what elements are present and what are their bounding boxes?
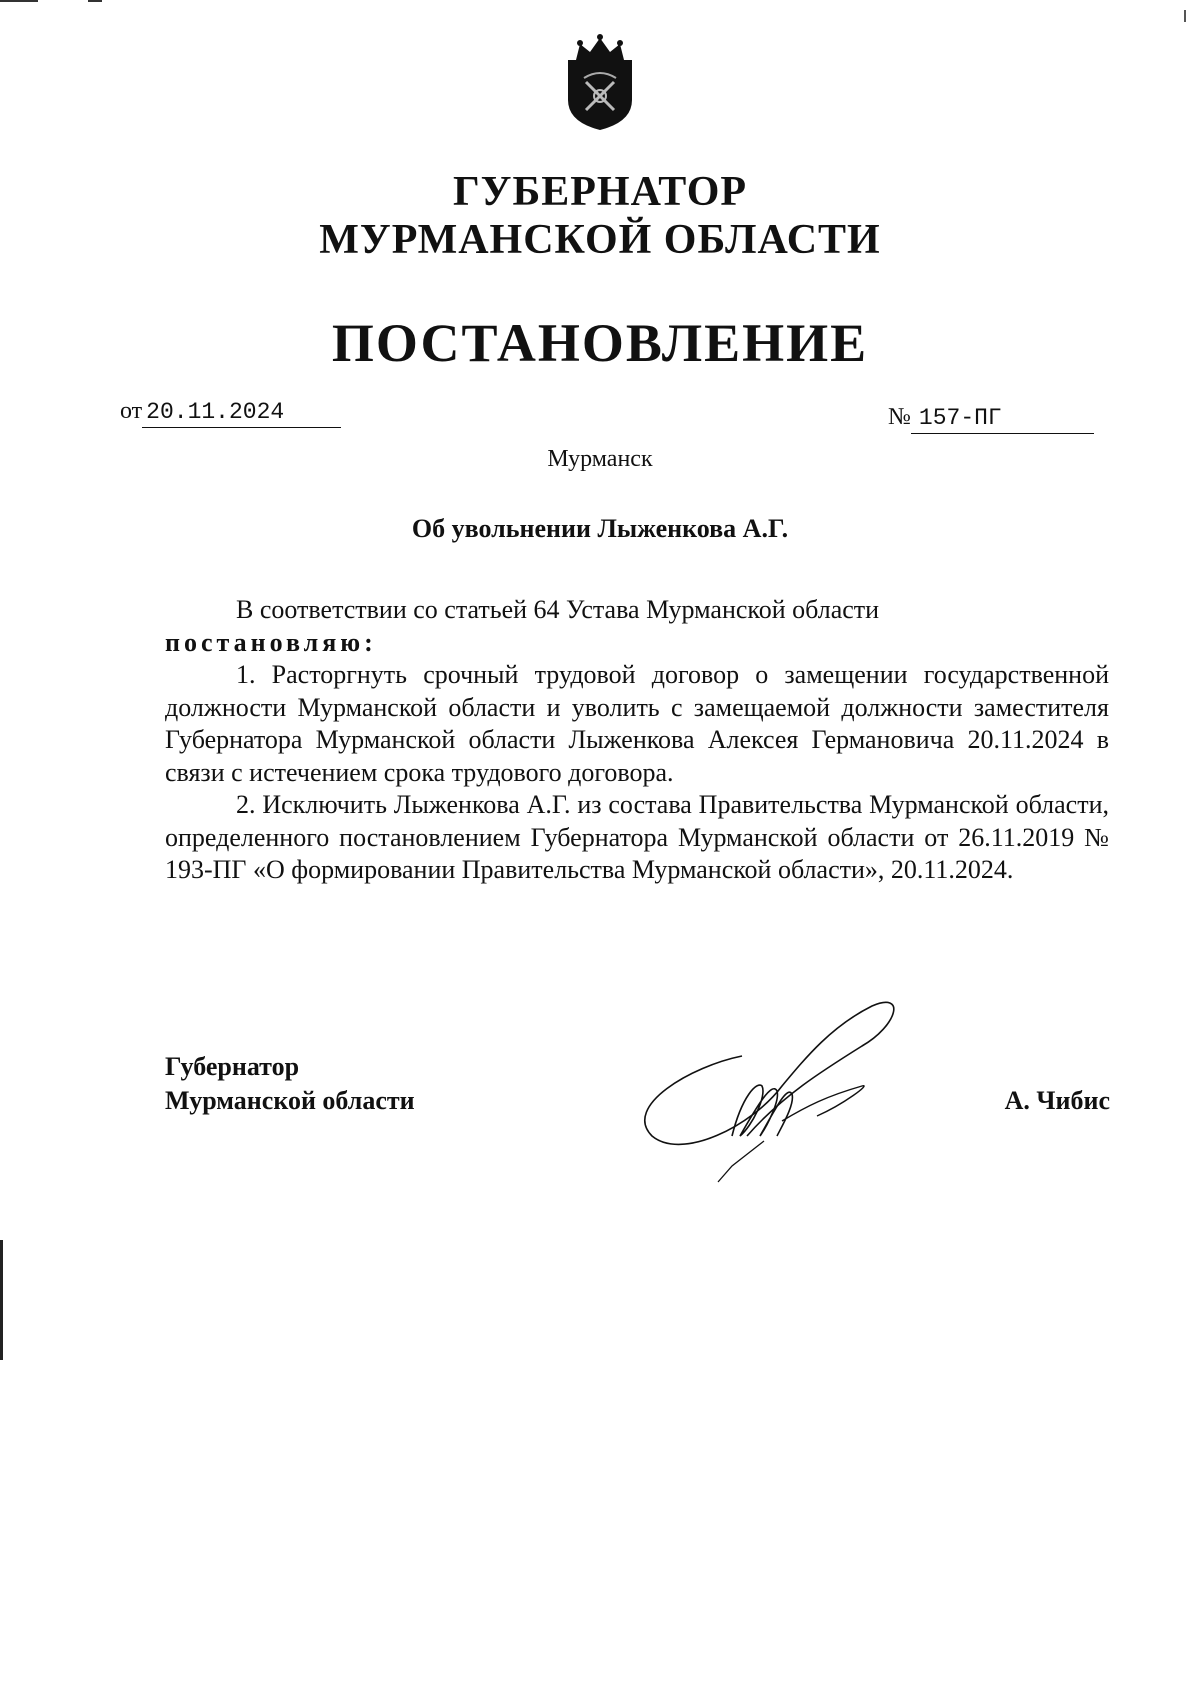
scan-artifact	[0, 0, 38, 2]
signatory-name: А. Чибис	[1004, 1086, 1110, 1115]
document-type: ПОСТАНОВЛЕНИЕ	[331, 313, 869, 373]
signatory-title-line2: Мурманской области	[165, 1086, 415, 1115]
document-date	[120, 396, 341, 428]
number-value: 157-ПГ	[911, 403, 1094, 434]
signatory-title-line1: Губернатор	[165, 1052, 300, 1081]
scan-artifact	[0, 1240, 3, 1360]
resolve-word: постановляю:	[165, 627, 377, 657]
clause-2: 2. Исключить Лыженкова А.Г. из состава Правительства Мурманской области, определенного постановлением Губернатора Мурманской области от 26.11.2019 № 193-ПГ «О формировании Правительства Мурманской области», 20.11.2024.	[165, 790, 1109, 884]
clause-1: 1. Расторгнуть срочный трудовой договор о замещении государственной должности Мурманской области и уволить с замещаемой должности заместителя Губернатора Мурманской области Лыженкова Алексея Германовича 20.11.2024 в связи с истечением срока трудового договора.	[165, 660, 1109, 787]
preamble: В соответствии со статьей 64 Устава Мурманской области	[236, 595, 880, 624]
issue-city: Мурманск	[547, 446, 653, 472]
scan-artifact	[88, 0, 102, 2]
signatory-title	[165, 1050, 415, 1118]
date-value: 20.11.2024	[142, 397, 341, 428]
issuer-title-line2: МУРМАНСКОЙ ОБЛАСТИ	[319, 217, 881, 263]
scan-artifact	[1184, 10, 1186, 22]
handwritten-signature-icon	[632, 986, 922, 1196]
issuer-title-line1: ГУБЕРНАТОР	[452, 169, 748, 215]
document-body	[165, 594, 1109, 887]
document-subject: Об увольнении Лыженкова А.Г.	[411, 514, 789, 543]
document-number	[888, 402, 1094, 434]
number-sign: №	[888, 404, 911, 430]
date-prefix: от	[120, 398, 143, 424]
coat-of-arms-icon	[562, 32, 638, 132]
